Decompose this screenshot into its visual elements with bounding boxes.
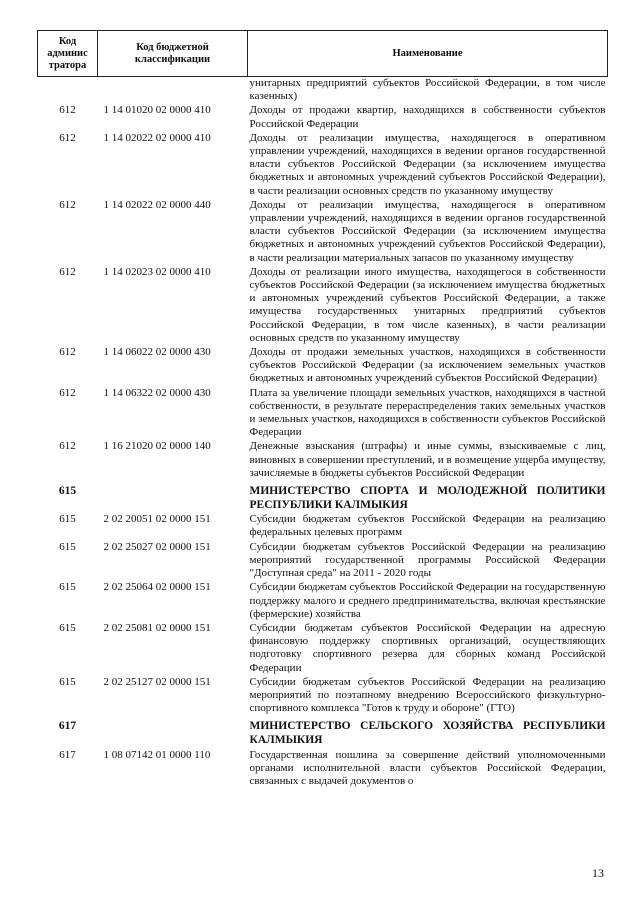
- admin-code-cell: 615: [59, 621, 76, 634]
- name-cell: Доходы от реализации имущества, находящегося в оперативном управлении учреждений, находящихся в ведении органов государственной власти субъектов Российской Федерации (за исключением имущества бюджетных и автономных учреждений субъектов Российской Федерации), в части реализации основных средств по указанному имуществу: [249, 131, 606, 197]
- ministry-heading-row: [38, 480, 608, 512]
- name-cell: Доходы от реализации иного имущества, находящегося в собственности субъектов Российской Федерации (за исключением имущества бюджетных и автономных учреждений субъектов Российской Федерации, а также имущества государственных унитарных предприятий субъектов Российской Федерации, в том числе казенных), в части реализации основных средств по указанному имуществу: [249, 265, 606, 344]
- name-cell: МИНИСТЕРСТВО СПОРТА И МОЛОДЕЖНОЙ ПОЛИТИКИ РЕСПУБЛИКИ КАЛМЫКИЯ: [249, 485, 606, 511]
- name-cell: Субсидии бюджетам субъектов Российской Федерации на адресную финансовую поддержку спортивных организаций, осуществляющих подготовку спортивного резерва для сборных команд Российской Федерации: [249, 621, 606, 674]
- admin-code-cell: 612: [59, 440, 76, 453]
- page-number: 13: [592, 866, 604, 880]
- table-row: [38, 386, 608, 440]
- budget-code-cell: [98, 77, 248, 104]
- name-cell: Доходы от продажи земельных участков, находящихся в собственности субъектов Российской Федерации (за исключением земельных участков бюджетных и автономных учреждений субъектов Российской Федерации): [249, 346, 606, 385]
- budget-code-cell: 1 14 02022 02 0000 440: [103, 198, 211, 211]
- budget-codes-table: [37, 30, 608, 788]
- budget-code-cell: 2 02 25064 02 0000 151: [103, 581, 211, 594]
- budget-code-cell: 1 16 21020 02 0000 140: [103, 440, 211, 453]
- name-cell: Доходы от продажи квартир, находящихся в собственности субъектов Российской Федерации: [249, 104, 606, 130]
- admin-code-cell: 615: [59, 540, 76, 553]
- admin-code-cell: 615: [59, 581, 76, 594]
- admin-code-cell: 612: [59, 386, 76, 399]
- admin-code-cell: 612: [59, 131, 76, 144]
- budget-code-cell: 2 02 25127 02 0000 151: [103, 675, 211, 688]
- table-row: [38, 198, 608, 265]
- name-cell: Субсидии бюджетам субъектов Российской Федерации на реализацию мероприятий государственной программы Российской Федерации "Доступная среда" на 2011 - 2020 годы: [249, 540, 606, 580]
- admin-code-cell: 617: [58, 720, 77, 733]
- budget-code-cell: 1 14 06322 02 0000 430: [103, 386, 211, 399]
- budget-code-cell: 1 14 01020 02 0000 410: [103, 104, 211, 117]
- table-row: [38, 540, 608, 581]
- admin-code-cell: 615: [58, 485, 77, 498]
- budget-code-cell: [98, 715, 248, 747]
- table-row: [38, 103, 608, 130]
- admin-code-cell: 612: [59, 265, 76, 278]
- table-row: [38, 748, 608, 789]
- admin-code-cell: 612: [59, 346, 76, 359]
- table-row: [38, 580, 608, 621]
- table-row: [38, 265, 608, 345]
- header-name: Наименование: [248, 31, 608, 77]
- budget-code-cell: 2 02 20051 02 0000 151: [103, 513, 211, 526]
- budget-code-cell: 2 02 25081 02 0000 151: [103, 621, 211, 634]
- admin-code-cell: 612: [59, 104, 76, 117]
- name-cell: Денежные взыскания (штрафы) и иные суммы, взыскиваемые с лиц, виновных в совершении преступлений, и в возмещение ущерба имуществу, зачисляемые в бюджеты субъектов Российской Федерации: [249, 440, 606, 479]
- name-cell: Плата за увеличение площади земельных участков, находящихся в частной собственности, в результате перераспределения таких земельных участков и земельных участков, находящихся в собственности субъектов Российской Федерации: [249, 386, 606, 439]
- admin-code-cell: 615: [59, 513, 76, 526]
- admin-code-cell: 617: [59, 748, 76, 761]
- admin-code-cell: [38, 77, 98, 104]
- budget-code-cell: 1 14 02023 02 0000 410: [103, 265, 211, 278]
- table-row: [38, 345, 608, 386]
- name-cell: Доходы от реализации имущества, находящегося в оперативном управлении учреждений, находящихся в ведении органов государственной власти субъектов Российской Федерации (за исключением имущества бюджетных и автономных учреждений субъектов Российской Федерации), в части реализации материальных запасов по указанному имуществу: [249, 198, 606, 264]
- admin-code-cell: 615: [59, 675, 76, 688]
- table-row: [38, 512, 608, 539]
- name-cell: Субсидии бюджетам субъектов Российской Федерации на реализацию мероприятий по поэтапному внедрению Всероссийского физкультурно-спортивного комплекса "Готов к труду и обороне" (ГТО): [249, 675, 606, 715]
- table-row: [38, 77, 608, 104]
- budget-code-cell: 2 02 25027 02 0000 151: [103, 540, 211, 553]
- table-row: [38, 131, 608, 198]
- table-row: [38, 439, 608, 480]
- header-admin-code: Код админис тратора: [38, 31, 98, 77]
- budget-code-cell: [98, 480, 248, 512]
- name-cell: унитарных предприятий субъектов Российской Федерации, в том числе казенных): [249, 77, 606, 103]
- budget-code-cell: 1 08 07142 01 0000 110: [103, 748, 211, 761]
- table-header: [38, 31, 608, 77]
- budget-code-cell: 1 14 02022 02 0000 410: [103, 131, 211, 144]
- name-cell: Субсидии бюджетам субъектов Российской Федерации на реализацию федеральных целевых программ: [249, 513, 606, 539]
- admin-code-cell: 612: [59, 198, 76, 211]
- table-row: [38, 621, 608, 675]
- ministry-heading-row: [38, 715, 608, 747]
- table-body: [38, 77, 608, 789]
- header-budget-code: Код бюджетной классификации: [98, 31, 248, 77]
- name-cell: МИНИСТЕРСТВО СЕЛЬСКОГО ХОЗЯЙСТВА РЕСПУБЛИКИ КАЛМЫКИЯ: [249, 720, 606, 746]
- name-cell: Государственная пошлина за совершение действий уполномоченными органами исполнительной власти субъектов Российской Федерации, связанных с выдачей документов о: [249, 748, 606, 787]
- document-page: [37, 30, 607, 788]
- budget-code-cell: 1 14 06022 02 0000 430: [103, 346, 211, 359]
- name-cell: Субсидии бюджетам субъектов Российской Федерации на государственную поддержку малого и среднего предпринимательства, включая крестьянские (фермерские) хозяйства: [249, 581, 606, 620]
- table-row: [38, 675, 608, 716]
